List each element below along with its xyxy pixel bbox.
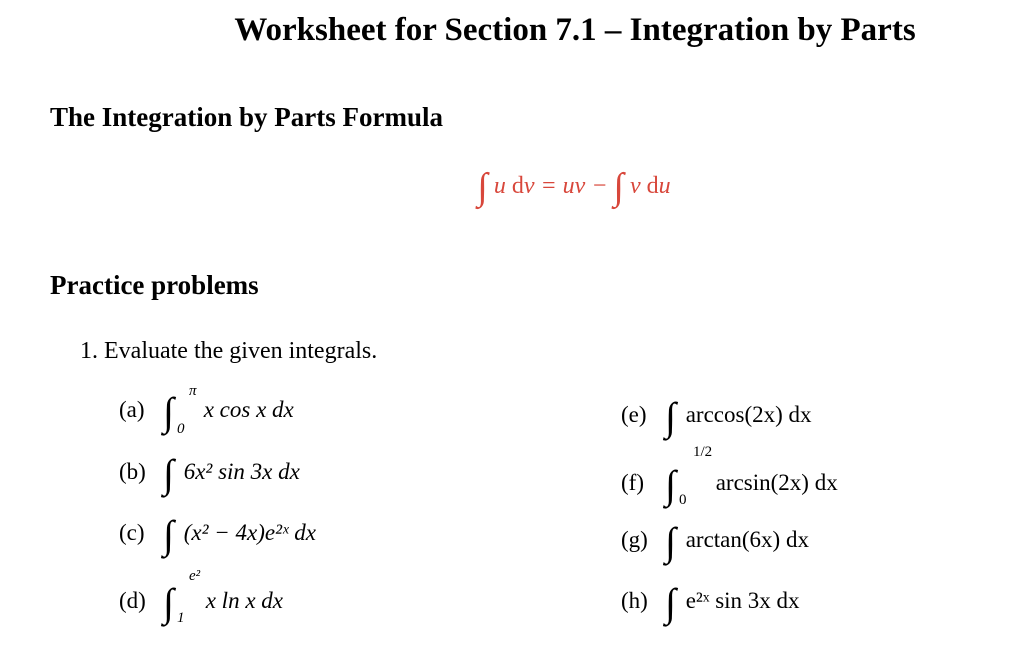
lower-limit: 0 (177, 421, 185, 437)
lower-limit: 0 (679, 492, 687, 508)
integral-sign: ∫ (665, 580, 676, 625)
section-heading-formula: The Integration by Parts Formula (50, 102, 443, 132)
problem-item-a (119, 383, 294, 437)
integrand: arctan(6x) dx (685, 527, 809, 552)
problem-item-g (621, 519, 809, 564)
integrand: arccos(2x) dx (685, 402, 812, 427)
item-label: (f) (621, 470, 644, 495)
item-label: (g) (621, 527, 648, 552)
integration-by-parts-formula: ∫ u dv = uv − ∫ v du (477, 166, 671, 208)
upper-limit: e² (189, 568, 201, 584)
integral-sign: ∫ (163, 512, 174, 557)
lower-limit: 1 (177, 610, 185, 626)
upper-limit: π (189, 383, 197, 399)
problem-item-c (119, 512, 316, 557)
integrand: x cos x dx (203, 397, 294, 422)
item-label: (d) (119, 588, 146, 613)
problem-item-b (119, 451, 300, 496)
integrand: (x² − 4x)e²ˣ dx (183, 520, 316, 545)
item-label: (a) (119, 397, 145, 422)
problem-item-h (621, 580, 800, 625)
problem-1-intro: 1. Evaluate the given integrals. (80, 338, 378, 364)
integral-sign: ∫ (163, 389, 174, 434)
problem-item-e (621, 394, 812, 439)
section-heading-practice: Practice problems (50, 270, 259, 300)
page-title: Worksheet for Section 7.1 – Integration by Parts (234, 12, 916, 48)
integrand: arcsin(2x) dx (715, 470, 838, 495)
integral-sign: ∫ (665, 394, 676, 439)
integrand: 6x² sin 3x dx (183, 459, 300, 484)
integral-sign: ∫ (163, 451, 174, 496)
integral-sign: ∫ (665, 519, 676, 564)
integral-sign: ∫ (665, 462, 676, 507)
item-label: (h) (621, 588, 648, 613)
item-label: (c) (119, 520, 145, 545)
integrand: x ln x dx (205, 588, 283, 613)
integrand: e²ˣ sin 3x dx (685, 588, 800, 613)
integral-sign: ∫ (163, 580, 174, 625)
problem-item-f (621, 444, 838, 508)
problem-item-d (119, 568, 283, 626)
item-label: (b) (119, 459, 146, 484)
item-label: (e) (621, 402, 647, 427)
upper-limit: 1/2 (693, 444, 713, 460)
